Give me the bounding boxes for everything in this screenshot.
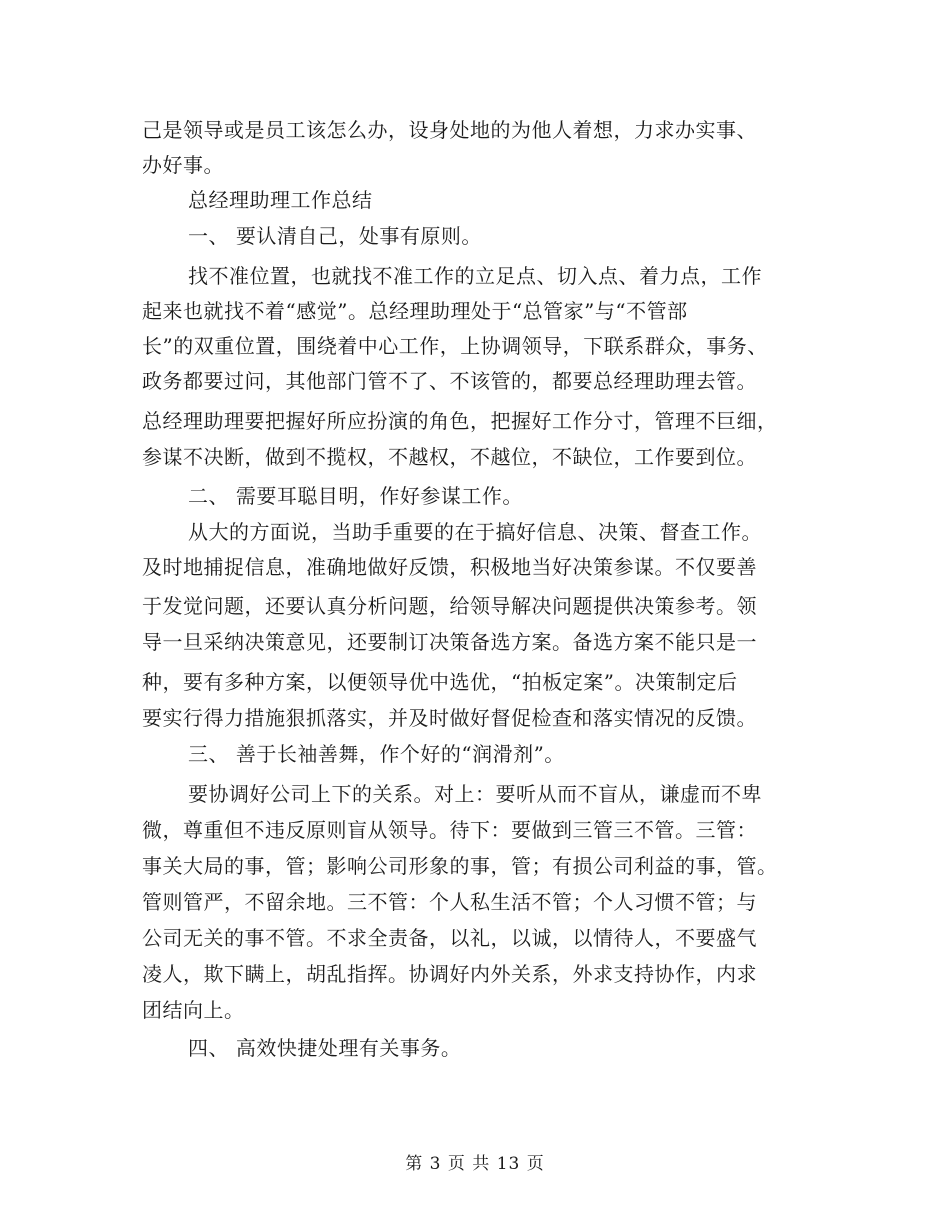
section-heading: 四、 高效快捷处理有关事务。 — [188, 1036, 462, 1060]
body-text-line: 及时地捕捉信息，准确地做好反馈，积极地当好决策参谋。不仅要善 — [142, 555, 757, 579]
section-heading: 总经理助理工作总结 — [188, 188, 373, 212]
body-text-line: 从大的方面说，当助手重要的在于搞好信息、决策、督查工作。 — [188, 520, 762, 544]
body-text-line: 导一旦采纳决策意见，还要制订决策备选方案。备选方案不能只是一 — [142, 630, 757, 654]
section-heading: 一、 要认清自己，处事有原则。 — [188, 224, 482, 248]
page-number-label: 第 3 页 共 13 页 — [405, 1154, 545, 1174]
body-text-line: 种，要有多种方案，以便领导优中选优，“拍板定案”。决策制定后 — [142, 670, 738, 694]
body-text-line: 微，尊重但不违反原则盲从领导。待下：要做到三管三不管。三管： — [142, 818, 757, 842]
body-text-line: 事关大局的事，管；影响公司形象的事，管；有损公司利益的事，管。 — [142, 854, 778, 878]
body-text-line: 起来也就找不着“感觉”。总经理助理处于“总管家”与“不管部 — [142, 299, 688, 323]
body-text-line: 长”的双重位置，围绕着中心工作，上协调领导，下联系群众，事务、 — [142, 334, 768, 358]
body-text-line: 要协调好公司上下的关系。对上：要听从而不盲从，谦虚而不卑 — [188, 782, 762, 806]
section-heading: 三、 善于长袖善舞，作个好的“润滑剂”。 — [188, 742, 565, 766]
body-text-line: 政务都要过问，其他部门管不了、不该管的，都要总经理助理去管。 — [142, 369, 757, 393]
body-text-line: 找不准位置，也就找不准工作的立足点、切入点、着力点，工作 — [188, 264, 762, 288]
page-footer — [0, 1152, 950, 1176]
body-text-line: 公司无关的事不管。不求全责备，以礼，以诚，以情待人，不要盛气 — [142, 926, 757, 950]
section-heading: 二、 需要耳聪目明，作好参谋工作。 — [188, 484, 523, 508]
body-text-line: 要实行得力措施狠抓落实，并及时做好督促检查和落实情况的反馈。 — [142, 706, 757, 730]
body-text-line: 凌人，欺下瞒上，胡乱指挥。协调好内外关系，外求支持协作，内求 — [142, 962, 757, 986]
body-text-line: 于发觉问题，还要认真分析问题，给领导解决问题提供决策参考。领 — [142, 594, 757, 618]
body-text-line: 管则管严，不留余地。三不管：个人私生活不管；个人习惯不管；与 — [142, 890, 757, 914]
body-text-line: 总经理助理要把握好所应扮演的角色，把握好工作分寸，管理不巨细， — [142, 409, 778, 433]
body-text-line: 团结向上。 — [142, 998, 245, 1022]
body-text-line: 参谋不决断，做到不揽权，不越权，不越位，不缺位，工作要到位。 — [142, 445, 757, 469]
body-text-line: 己是领导或是员工该怎么办，设身处地的为他人着想，力求办实事、 — [142, 118, 757, 142]
body-text-line: 办好事。 — [142, 153, 224, 177]
